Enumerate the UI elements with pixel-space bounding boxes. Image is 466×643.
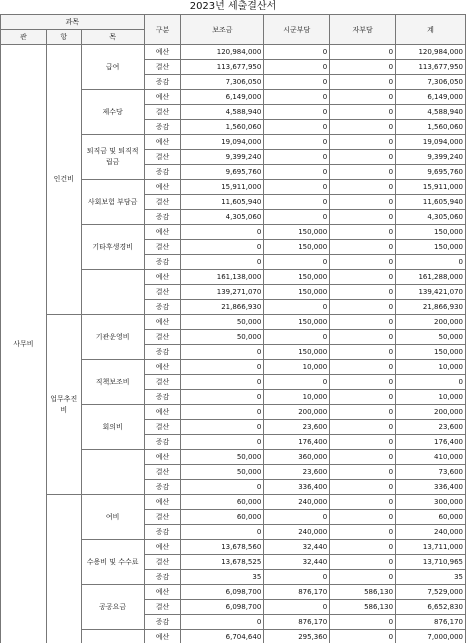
subsidy-cell: 6,149,000 — [181, 90, 264, 105]
subsidy-cell: 11,605,940 — [181, 195, 264, 210]
subsidy-cell: 120,984,000 — [181, 45, 264, 60]
subsidy-cell: 0 — [181, 420, 264, 435]
self-burden-cell: 0 — [330, 210, 396, 225]
document-title: 2023년 세출결산서 — [189, 1, 277, 12]
city-burden-cell: 0 — [264, 120, 330, 135]
mok-cell: 기타후생경비 — [81, 225, 144, 270]
subsidy-cell: 7,306,050 — [181, 75, 264, 90]
division-cell: 예산 — [144, 180, 181, 195]
city-burden-cell: 0 — [264, 375, 330, 390]
self-burden-cell: 0 — [330, 570, 396, 585]
city-burden-cell: 0 — [264, 255, 330, 270]
total-cell: 13,710,965 — [396, 555, 466, 570]
division-cell: 예산 — [144, 540, 181, 555]
subsidy-cell: 0 — [181, 390, 264, 405]
city-burden-cell: 336,400 — [264, 480, 330, 495]
city-burden-cell: 876,170 — [264, 585, 330, 600]
mok-cell: 직책보조비 — [81, 360, 144, 405]
total-cell: 35 — [396, 570, 466, 585]
city-burden-cell: 150,000 — [264, 345, 330, 360]
mok-cell — [81, 270, 144, 315]
subsidy-cell: 6,704,640 — [181, 630, 264, 643]
self-burden-cell: 0 — [330, 555, 396, 570]
ledger-body — [1, 45, 466, 643]
city-burden-cell: 176,400 — [264, 435, 330, 450]
division-cell: 증감 — [144, 120, 181, 135]
self-burden-cell: 0 — [330, 435, 396, 450]
city-burden-cell: 0 — [264, 300, 330, 315]
total-cell: 150,000 — [396, 345, 466, 360]
total-cell: 13,711,000 — [396, 540, 466, 555]
total-cell: 73,600 — [396, 465, 466, 480]
city-burden-cell: 0 — [264, 105, 330, 120]
city-burden-cell: 0 — [264, 330, 330, 345]
total-cell: 60,000 — [396, 510, 466, 525]
division-cell: 증감 — [144, 75, 181, 90]
total-cell: 4,588,940 — [396, 105, 466, 120]
subsidy-cell: 0 — [181, 240, 264, 255]
total-cell: 139,421,070 — [396, 285, 466, 300]
city-burden-cell: 150,000 — [264, 225, 330, 240]
self-burden-cell: 0 — [330, 255, 396, 270]
city-burden-cell: 876,170 — [264, 615, 330, 630]
division-cell: 예산 — [144, 225, 181, 240]
mok-cell — [81, 450, 144, 495]
division-cell: 예산 — [144, 90, 181, 105]
total-cell: 19,094,000 — [396, 135, 466, 150]
subsidy-cell: 1,560,060 — [181, 120, 264, 135]
total-cell: 150,000 — [396, 225, 466, 240]
division-cell: 증감 — [144, 255, 181, 270]
mok-cell: 기관운영비 — [81, 315, 144, 360]
total-cell: 1,560,060 — [396, 120, 466, 135]
hang-cell: 업무추진비 — [46, 315, 81, 495]
division-cell: 예산 — [144, 405, 181, 420]
subsidy-cell: 0 — [181, 345, 264, 360]
total-cell: 0 — [396, 375, 466, 390]
division-cell: 증감 — [144, 345, 181, 360]
expenditure-settlement-table — [0, 14, 466, 643]
self-burden-cell: 0 — [330, 135, 396, 150]
division-cell: 결산 — [144, 555, 181, 570]
self-burden-cell: 0 — [330, 270, 396, 285]
city-burden-cell: 0 — [264, 60, 330, 75]
division-cell: 증감 — [144, 570, 181, 585]
hang-cell — [46, 495, 81, 643]
total-cell: 9,695,760 — [396, 165, 466, 180]
self-burden-cell: 0 — [330, 540, 396, 555]
total-cell: 7,000,000 — [396, 630, 466, 643]
self-burden-header: 자부담 — [330, 15, 396, 45]
self-burden-cell: 586,130 — [330, 585, 396, 600]
city-burden-cell: 0 — [264, 570, 330, 585]
total-cell: 23,600 — [396, 420, 466, 435]
division-cell: 예산 — [144, 495, 181, 510]
total-cell: 7,529,000 — [396, 585, 466, 600]
self-burden-cell: 0 — [330, 315, 396, 330]
city-burden-cell: 295,360 — [264, 630, 330, 643]
gwan-cell: 사무비 — [1, 45, 47, 643]
subsidy-cell: 0 — [181, 435, 264, 450]
self-burden-cell: 0 — [330, 120, 396, 135]
subsidy-header: 보조금 — [181, 15, 264, 45]
subsidy-cell: 4,305,060 — [181, 210, 264, 225]
self-burden-cell: 0 — [330, 105, 396, 120]
city-burden-cell: 10,000 — [264, 360, 330, 375]
subsidy-cell: 15,911,000 — [181, 180, 264, 195]
total-cell: 10,000 — [396, 360, 466, 375]
total-cell: 50,000 — [396, 330, 466, 345]
city-burden-cell: 200,000 — [264, 405, 330, 420]
self-burden-cell: 0 — [330, 285, 396, 300]
self-burden-cell: 0 — [330, 405, 396, 420]
division-cell: 예산 — [144, 360, 181, 375]
mok-cell: 수용비 및 수수료 — [81, 540, 144, 585]
total-cell: 6,149,000 — [396, 90, 466, 105]
city-burden-cell: 0 — [264, 510, 330, 525]
city-burden-cell: 0 — [264, 210, 330, 225]
division-cell: 증감 — [144, 165, 181, 180]
table-row — [1, 495, 466, 510]
self-burden-cell: 0 — [330, 615, 396, 630]
division-cell: 증감 — [144, 525, 181, 540]
subsidy-cell: 50,000 — [181, 315, 264, 330]
self-burden-cell: 0 — [330, 450, 396, 465]
self-burden-cell: 0 — [330, 165, 396, 180]
self-burden-cell: 0 — [330, 45, 396, 60]
subsidy-cell: 9,695,760 — [181, 165, 264, 180]
mok-cell: 여비 — [81, 495, 144, 540]
self-burden-cell: 0 — [330, 150, 396, 165]
self-burden-cell: 0 — [330, 480, 396, 495]
division-cell: 예산 — [144, 135, 181, 150]
self-burden-cell: 0 — [330, 375, 396, 390]
division-cell: 결산 — [144, 420, 181, 435]
division-header: 구분 — [144, 15, 181, 45]
self-burden-cell: 0 — [330, 630, 396, 643]
subsidy-cell: 50,000 — [181, 330, 264, 345]
city-burden-cell: 0 — [264, 195, 330, 210]
hang-cell: 인건비 — [46, 45, 81, 315]
mok-cell: 급여 — [81, 45, 144, 90]
city-burden-cell: 32,440 — [264, 540, 330, 555]
table-row — [1, 45, 466, 60]
subsidy-cell: 19,094,000 — [181, 135, 264, 150]
self-burden-cell: 586,130 — [330, 600, 396, 615]
subsidy-cell: 0 — [181, 405, 264, 420]
self-burden-cell: 0 — [330, 420, 396, 435]
total-cell: 6,652,830 — [396, 600, 466, 615]
total-cell: 15,911,000 — [396, 180, 466, 195]
self-burden-cell: 0 — [330, 225, 396, 240]
subsidy-cell: 9,399,240 — [181, 150, 264, 165]
division-cell: 결산 — [144, 600, 181, 615]
division-cell: 예산 — [144, 270, 181, 285]
division-cell: 예산 — [144, 585, 181, 600]
division-cell: 결산 — [144, 150, 181, 165]
city-burden-cell: 0 — [264, 135, 330, 150]
subsidy-cell: 113,677,950 — [181, 60, 264, 75]
city-burden-cell: 10,000 — [264, 390, 330, 405]
total-cell: 200,000 — [396, 315, 466, 330]
division-cell: 결산 — [144, 330, 181, 345]
self-burden-cell: 0 — [330, 525, 396, 540]
subsidy-cell: 60,000 — [181, 510, 264, 525]
self-burden-cell: 0 — [330, 240, 396, 255]
total-cell: 10,000 — [396, 390, 466, 405]
city-burden-cell: 23,600 — [264, 465, 330, 480]
city-burden-cell: 150,000 — [264, 240, 330, 255]
subsidy-cell: 0 — [181, 480, 264, 495]
city-burden-cell: 0 — [264, 165, 330, 180]
total-cell: 200,000 — [396, 405, 466, 420]
division-cell: 예산 — [144, 450, 181, 465]
total-header: 계 — [396, 15, 466, 45]
total-cell: 150,000 — [396, 240, 466, 255]
subsidy-cell: 139,271,070 — [181, 285, 264, 300]
division-cell: 결산 — [144, 195, 181, 210]
total-cell: 9,399,240 — [396, 150, 466, 165]
subsidy-cell: 50,000 — [181, 450, 264, 465]
city-burden-cell: 0 — [264, 150, 330, 165]
table-row — [1, 315, 466, 330]
total-cell: 4,305,060 — [396, 210, 466, 225]
mok-cell: 회의비 — [81, 405, 144, 450]
subsidy-cell: 0 — [181, 255, 264, 270]
subsidy-cell: 0 — [181, 360, 264, 375]
self-burden-cell: 0 — [330, 510, 396, 525]
subsidy-cell: 0 — [181, 225, 264, 240]
self-burden-cell: 0 — [330, 300, 396, 315]
city-burden-cell: 0 — [264, 600, 330, 615]
division-cell: 증감 — [144, 210, 181, 225]
self-burden-cell: 0 — [330, 180, 396, 195]
self-burden-cell: 0 — [330, 195, 396, 210]
city-burden-cell: 0 — [264, 90, 330, 105]
total-cell: 161,288,000 — [396, 270, 466, 285]
self-burden-cell: 0 — [330, 360, 396, 375]
subsidy-cell: 60,000 — [181, 495, 264, 510]
mok-cell: 공공요금 — [81, 585, 144, 630]
division-cell: 예산 — [144, 630, 181, 643]
subsidy-cell: 6,098,700 — [181, 600, 264, 615]
subsidy-cell: 4,588,940 — [181, 105, 264, 120]
total-cell: 7,306,050 — [396, 75, 466, 90]
division-cell: 결산 — [144, 240, 181, 255]
city-burden-cell: 0 — [264, 180, 330, 195]
division-cell: 결산 — [144, 465, 181, 480]
city-burden-cell: 150,000 — [264, 315, 330, 330]
self-burden-cell: 0 — [330, 90, 396, 105]
self-burden-cell: 0 — [330, 345, 396, 360]
subsidy-cell: 0 — [181, 615, 264, 630]
division-cell: 증감 — [144, 300, 181, 315]
division-cell: 결산 — [144, 510, 181, 525]
division-cell: 증감 — [144, 435, 181, 450]
mok-cell: 퇴직금 및 퇴직적립금 — [81, 135, 144, 180]
total-cell: 120,984,000 — [396, 45, 466, 60]
division-cell: 예산 — [144, 315, 181, 330]
total-cell: 300,000 — [396, 495, 466, 510]
mok-cell: 제수당 — [81, 90, 144, 135]
subsidy-cell: 0 — [181, 375, 264, 390]
total-cell: 113,677,950 — [396, 60, 466, 75]
self-burden-cell: 0 — [330, 495, 396, 510]
city-burden-cell: 240,000 — [264, 495, 330, 510]
subsidy-cell: 0 — [181, 525, 264, 540]
subsidy-cell: 21,866,930 — [181, 300, 264, 315]
total-cell: 876,170 — [396, 615, 466, 630]
division-cell: 증감 — [144, 480, 181, 495]
city-burden-cell: 0 — [264, 75, 330, 90]
division-cell: 증감 — [144, 390, 181, 405]
self-burden-cell: 0 — [330, 330, 396, 345]
subsidy-cell: 6,098,700 — [181, 585, 264, 600]
self-burden-cell: 0 — [330, 390, 396, 405]
city-burden-cell: 240,000 — [264, 525, 330, 540]
city-burden-cell: 360,000 — [264, 450, 330, 465]
total-cell: 11,605,940 — [396, 195, 466, 210]
mok-header: 목 — [81, 30, 144, 45]
division-cell: 결산 — [144, 375, 181, 390]
city-burden-cell: 23,600 — [264, 420, 330, 435]
city-burden-header: 시군부담 — [264, 15, 330, 45]
total-cell: 176,400 — [396, 435, 466, 450]
city-burden-cell: 150,000 — [264, 270, 330, 285]
division-cell: 결산 — [144, 60, 181, 75]
hang-header: 항 — [46, 30, 81, 45]
subsidy-cell: 35 — [181, 570, 264, 585]
subsidy-cell: 161,138,000 — [181, 270, 264, 285]
category-header: 과목 — [1, 15, 145, 30]
city-burden-cell: 32,440 — [264, 555, 330, 570]
division-cell: 증감 — [144, 615, 181, 630]
city-burden-cell: 150,000 — [264, 285, 330, 300]
mok-cell: 사회보험 부담금 — [81, 180, 144, 225]
subsidy-cell: 13,678,525 — [181, 555, 264, 570]
self-burden-cell: 0 — [330, 465, 396, 480]
subsidy-cell: 50,000 — [181, 465, 264, 480]
self-burden-cell: 0 — [330, 60, 396, 75]
total-cell: 21,866,930 — [396, 300, 466, 315]
total-cell: 0 — [396, 255, 466, 270]
division-cell: 결산 — [144, 105, 181, 120]
city-burden-cell: 0 — [264, 45, 330, 60]
self-burden-cell: 0 — [330, 75, 396, 90]
subsidy-cell: 13,678,560 — [181, 540, 264, 555]
division-cell: 결산 — [144, 285, 181, 300]
mok-cell — [81, 630, 144, 643]
gwan-header: 관 — [1, 30, 47, 45]
division-cell: 예산 — [144, 45, 181, 60]
total-cell: 336,400 — [396, 480, 466, 495]
total-cell: 410,000 — [396, 450, 466, 465]
total-cell: 240,000 — [396, 525, 466, 540]
